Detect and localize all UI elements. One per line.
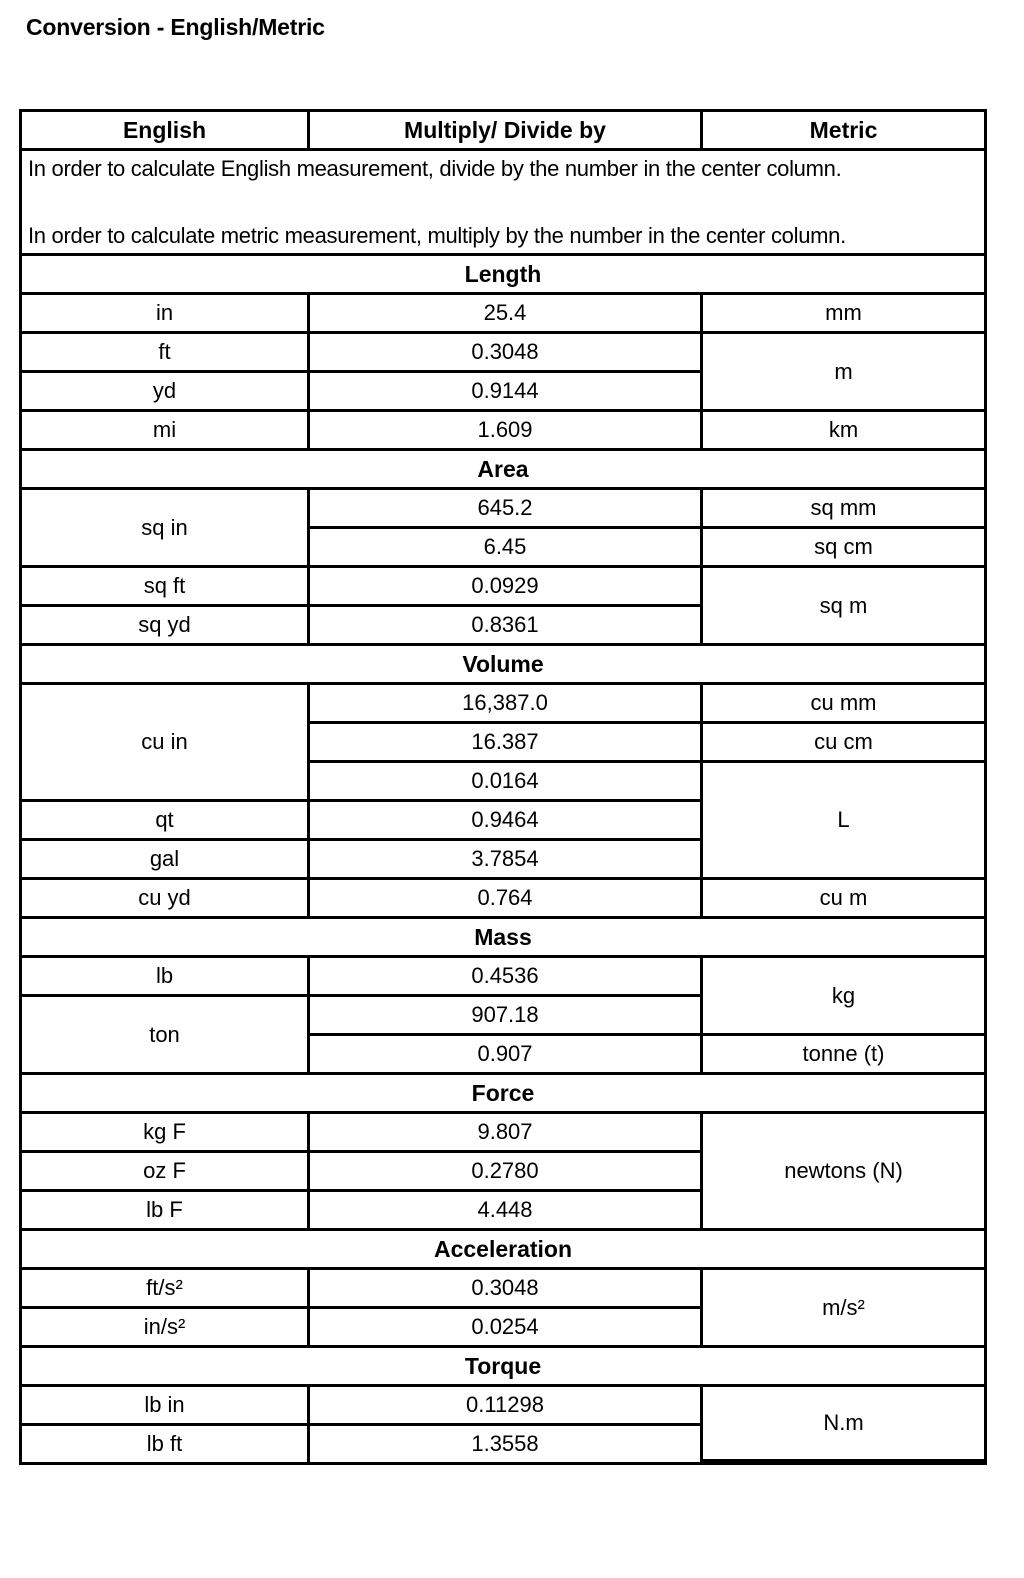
instruction-english: In order to calculate English measurement, divide by the number in the center column. xyxy=(28,156,842,181)
table-row xyxy=(22,1114,984,1153)
section-title-length: Length xyxy=(22,256,984,295)
table-row xyxy=(22,334,984,373)
conversion-factor: 0.9464 xyxy=(310,802,703,841)
conversion-factor: 0.0929 xyxy=(310,568,703,607)
section-row-area xyxy=(22,451,984,490)
table-row xyxy=(22,685,984,724)
section-row-volume xyxy=(22,646,984,685)
section-row-mass xyxy=(22,919,984,958)
english-unit: lb in xyxy=(22,1387,310,1426)
metric-unit: m/s² xyxy=(703,1270,984,1348)
header-row xyxy=(22,112,984,151)
instruction-metric: In order to calculate metric measurement, multiply by the number in the center column. xyxy=(28,223,846,248)
english-unit: in/s² xyxy=(22,1309,310,1348)
conversion-factor: 9.807 xyxy=(310,1114,703,1153)
english-unit: ft/s² xyxy=(22,1270,310,1309)
english-unit: gal xyxy=(22,841,310,880)
table-row xyxy=(22,880,984,919)
metric-unit: kg xyxy=(703,958,984,1036)
table-row xyxy=(22,1270,984,1309)
conversion-factor: 0.11298 xyxy=(310,1387,703,1426)
table-row xyxy=(22,295,984,334)
table-row xyxy=(22,1387,984,1426)
section-row-force xyxy=(22,1075,984,1114)
english-unit: cu in xyxy=(22,685,310,802)
conversion-factor: 0.2780 xyxy=(310,1153,703,1192)
table-row xyxy=(22,412,984,451)
header-factor: Multiply/ Divide by xyxy=(310,112,703,151)
conversion-factor: 0.0164 xyxy=(310,763,703,802)
conversion-factor: 645.2 xyxy=(310,490,703,529)
section-row-torque xyxy=(22,1348,984,1387)
english-unit: cu yd xyxy=(22,880,310,919)
conversion-factor: 0.4536 xyxy=(310,958,703,997)
english-unit: lb xyxy=(22,958,310,997)
english-unit: lb F xyxy=(22,1192,310,1231)
metric-unit: sq mm xyxy=(703,490,984,529)
conversion-factor: 16.387 xyxy=(310,724,703,763)
conversion-factor: 0.3048 xyxy=(310,334,703,373)
english-unit: kg F xyxy=(22,1114,310,1153)
table-row xyxy=(22,958,984,997)
conversion-factor: 6.45 xyxy=(310,529,703,568)
metric-unit: tonne (t) xyxy=(703,1036,984,1075)
metric-unit: mm xyxy=(703,295,984,334)
section-title-mass: Mass xyxy=(22,919,984,958)
metric-unit: sq cm xyxy=(703,529,984,568)
english-unit: in xyxy=(22,295,310,334)
conversion-factor: 0.764 xyxy=(310,880,703,919)
metric-unit: km xyxy=(703,412,984,451)
table-row xyxy=(22,568,984,607)
english-unit: oz F xyxy=(22,1153,310,1192)
section-row-length xyxy=(22,256,984,295)
conversion-factor: 25.4 xyxy=(310,295,703,334)
conversion-factor: 0.8361 xyxy=(310,607,703,646)
section-title-force: Force xyxy=(22,1075,984,1114)
conversion-factor: 0.0254 xyxy=(310,1309,703,1348)
section-title-acceleration: Acceleration xyxy=(22,1231,984,1270)
metric-unit: cu cm xyxy=(703,724,984,763)
header-english: English xyxy=(22,112,310,151)
metric-unit: sq m xyxy=(703,568,984,646)
english-unit: sq ft xyxy=(22,568,310,607)
conversion-factor: 907.18 xyxy=(310,997,703,1036)
english-unit: sq yd xyxy=(22,607,310,646)
english-unit: sq in xyxy=(22,490,310,568)
instructions-cell xyxy=(22,151,984,256)
conversion-factor: 0.9144 xyxy=(310,373,703,412)
metric-unit: m xyxy=(703,334,984,412)
page-title: Conversion - English/Metric xyxy=(26,14,325,40)
conversion-factor: 4.448 xyxy=(310,1192,703,1231)
notes-row xyxy=(22,151,984,256)
english-unit: ft xyxy=(22,334,310,373)
conversion-factor: 1.609 xyxy=(310,412,703,451)
section-title-torque: Torque xyxy=(22,1348,984,1387)
metric-unit: newtons (N) xyxy=(703,1114,984,1231)
english-unit: yd xyxy=(22,373,310,412)
instruction-gap xyxy=(28,182,978,222)
section-title-area: Area xyxy=(22,451,984,490)
table-row xyxy=(22,490,984,529)
metric-unit: cu m xyxy=(703,880,984,919)
english-unit: ton xyxy=(22,997,310,1075)
conversion-factor: 0.3048 xyxy=(310,1270,703,1309)
conversion-factor: 16,387.0 xyxy=(310,685,703,724)
header-metric: Metric xyxy=(703,112,984,151)
conversion-factor: 0.907 xyxy=(310,1036,703,1075)
english-unit: lb ft xyxy=(22,1426,310,1462)
conversion-factor: 3.7854 xyxy=(310,841,703,880)
metric-unit: N.m xyxy=(703,1387,984,1462)
section-title-volume: Volume xyxy=(22,646,984,685)
metric-unit: L xyxy=(703,763,984,880)
conversion-factor: 1.3558 xyxy=(310,1426,703,1462)
english-unit: mi xyxy=(22,412,310,451)
metric-unit: cu mm xyxy=(703,685,984,724)
conversion-table xyxy=(19,109,987,1465)
section-row-acceleration xyxy=(22,1231,984,1270)
english-unit: qt xyxy=(22,802,310,841)
